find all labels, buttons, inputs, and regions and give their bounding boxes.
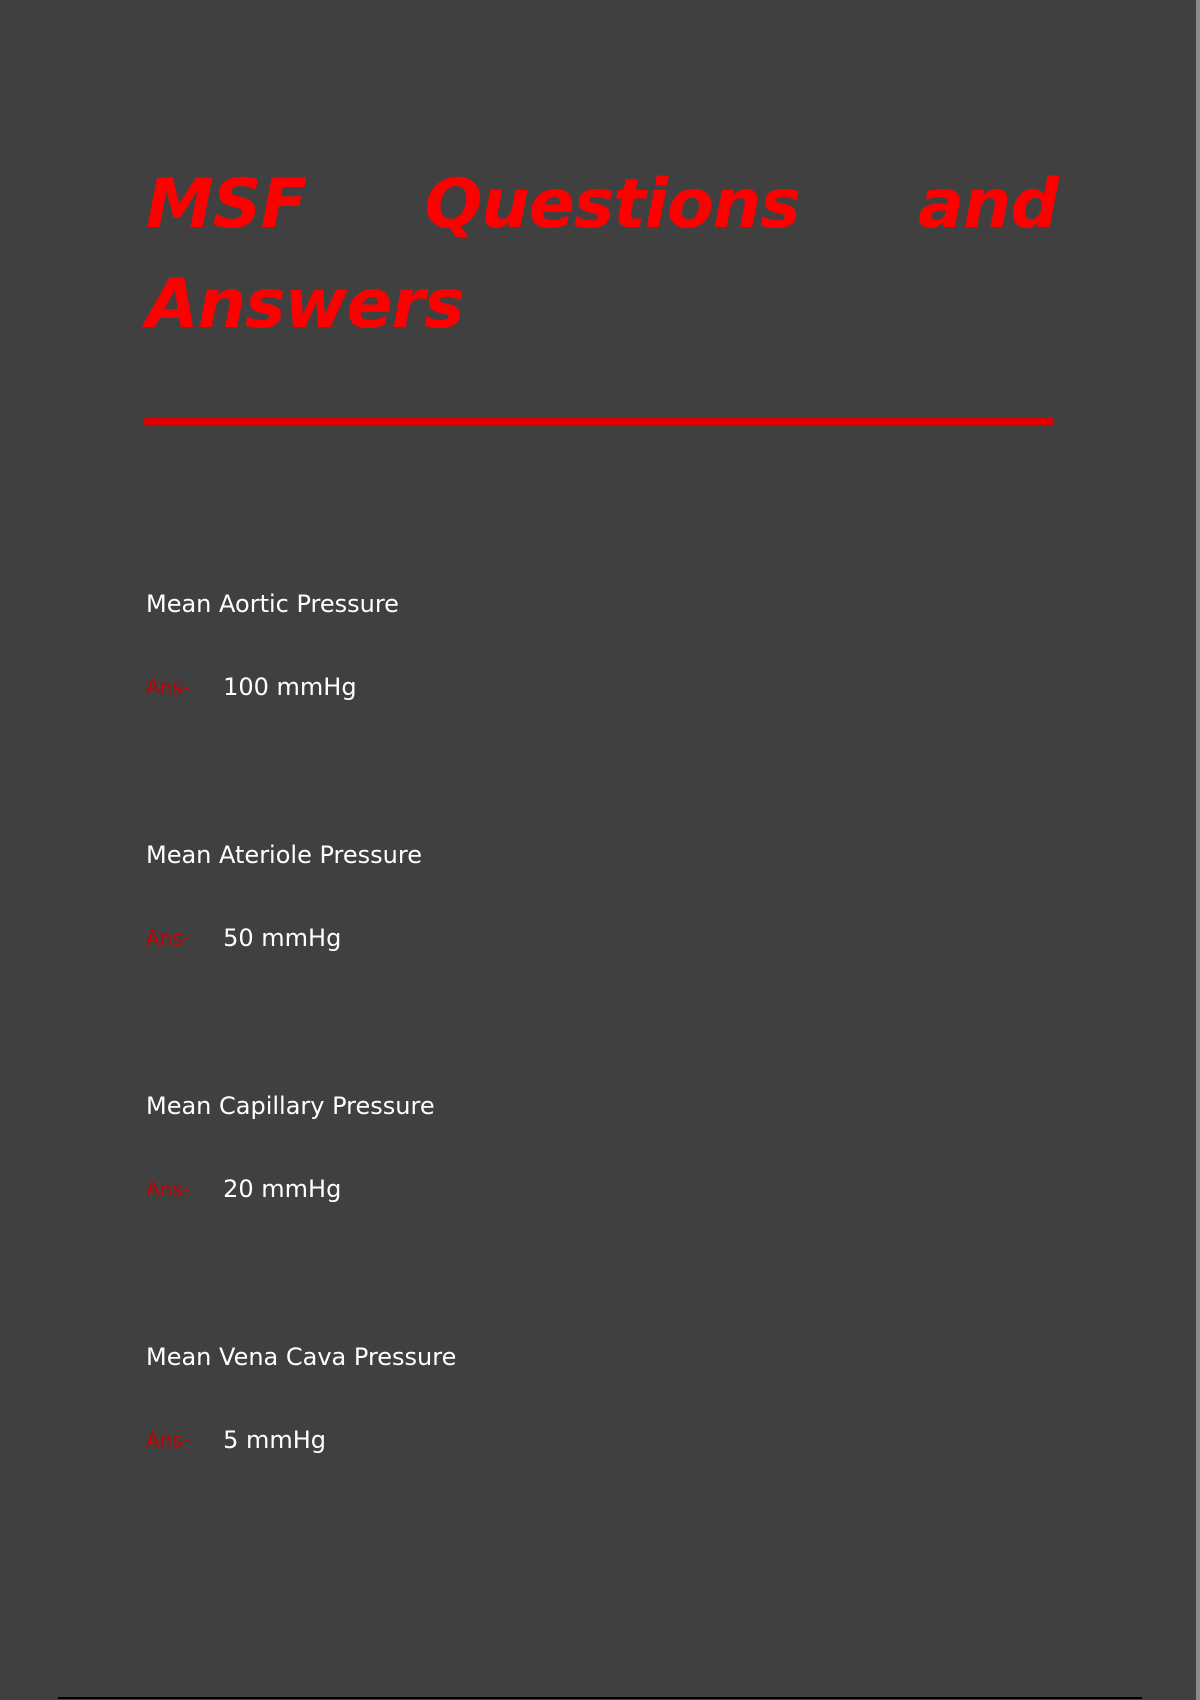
qa-item xyxy=(146,1090,1046,1341)
title-divider xyxy=(144,418,1054,425)
answer-row xyxy=(146,1172,341,1206)
answer-label: Ans- xyxy=(146,1428,190,1452)
question-text: Mean Aortic Pressure xyxy=(146,590,399,618)
answer-label: Ans- xyxy=(146,926,190,950)
question-text: Mean Ateriole Pressure xyxy=(146,841,422,869)
question-text: Mean Capillary Pressure xyxy=(146,1092,435,1120)
answer-row xyxy=(146,921,341,955)
answer-row xyxy=(146,670,357,704)
answer-value: 5 mmHg xyxy=(223,1426,327,1454)
page-edge xyxy=(1196,0,1200,1700)
answer-value: 50 mmHg xyxy=(223,924,342,952)
qa-item xyxy=(146,588,1046,839)
answer-label: Ans- xyxy=(146,1177,190,1201)
question-text: Mean Vena Cava Pressure xyxy=(146,1343,457,1371)
answer-value: 100 mmHg xyxy=(223,673,357,701)
qa-list xyxy=(146,588,1046,1592)
qa-item xyxy=(146,1341,1046,1592)
answer-value: 20 mmHg xyxy=(223,1175,342,1203)
answer-row xyxy=(146,1423,326,1457)
footer-divider xyxy=(58,1697,1142,1699)
answer-label: Ans- xyxy=(146,675,190,699)
document-title: MSF Questions and Answers xyxy=(146,165,1058,344)
qa-item xyxy=(146,839,1046,1090)
